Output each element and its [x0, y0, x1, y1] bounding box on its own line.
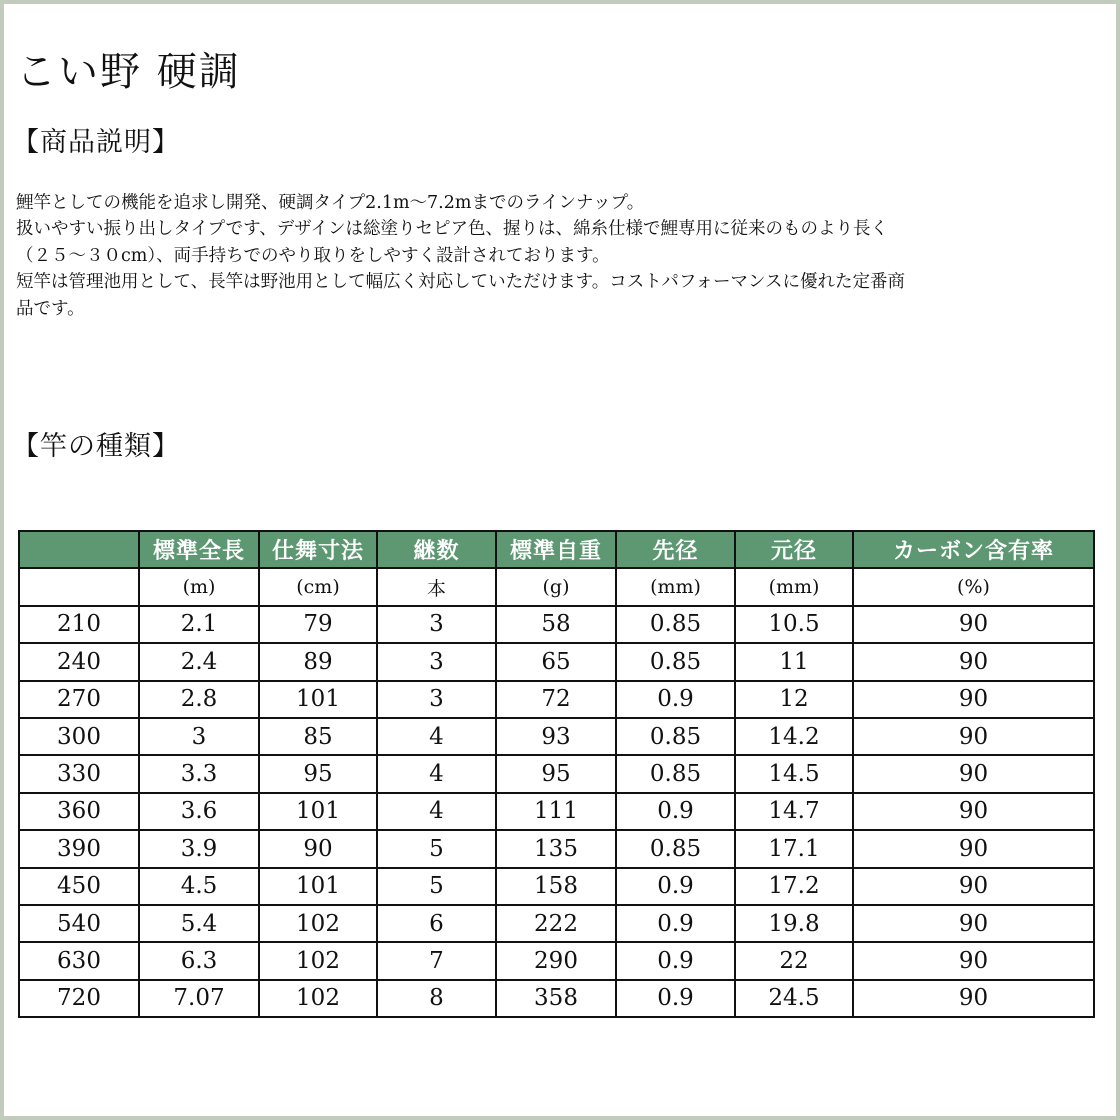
table-cell: 85 [259, 718, 377, 755]
table-cell: 95 [496, 755, 616, 792]
unit-cell: (m) [139, 568, 259, 605]
table-cell: 300 [19, 718, 139, 755]
table-cell: 90 [853, 643, 1094, 680]
unit-cell: (mm) [735, 568, 853, 605]
table-cell: 90 [853, 718, 1094, 755]
table-cell: 3.9 [139, 830, 259, 867]
table-cell: 210 [19, 606, 139, 643]
table-cell: 0.85 [616, 830, 735, 867]
table-row [19, 755, 1094, 792]
table-cell: 17.1 [735, 830, 853, 867]
table-cell: 79 [259, 606, 377, 643]
table-row [19, 942, 1094, 979]
table-cell: 0.9 [616, 980, 735, 1017]
header-cell: 先径 [616, 531, 735, 568]
header-cell: カーボン含有率 [853, 531, 1094, 568]
table-cell: 222 [496, 905, 616, 942]
unit-cell: (g) [496, 568, 616, 605]
table-cell: 4 [377, 793, 496, 830]
table-cell: 5.4 [139, 905, 259, 942]
table-cell: 102 [259, 905, 377, 942]
table-row [19, 606, 1094, 643]
table-row [19, 643, 1094, 680]
table-cell: 4 [377, 755, 496, 792]
table-cell: 390 [19, 830, 139, 867]
table-cell: 158 [496, 868, 616, 905]
table-cell: 7 [377, 942, 496, 979]
table-cell: 90 [853, 793, 1094, 830]
table-cell: 0.85 [616, 606, 735, 643]
header-cell: 標準自重 [496, 531, 616, 568]
product-title: こい野 硬調 [16, 49, 241, 95]
unit-cell: (cm) [259, 568, 377, 605]
table-cell: 135 [496, 830, 616, 867]
header-cell [19, 531, 139, 568]
table-cell: 5 [377, 868, 496, 905]
table-cell: 720 [19, 980, 139, 1017]
table-header-row [19, 531, 1094, 568]
table-cell: 72 [496, 681, 616, 718]
description-line: （２５～３０cm）、両手持ちでのやり取りをしやすく設計されております。 [16, 245, 610, 266]
table-row [19, 718, 1094, 755]
table-cell: 95 [259, 755, 377, 792]
table-cell: 2.1 [139, 606, 259, 643]
table-row [19, 793, 1094, 830]
table-cell: 17.2 [735, 868, 853, 905]
table-cell: 90 [259, 830, 377, 867]
table-cell: 450 [19, 868, 139, 905]
table-cell: 111 [496, 793, 616, 830]
table-cell: 58 [496, 606, 616, 643]
table-cell: 101 [259, 681, 377, 718]
table-cell: 102 [259, 942, 377, 979]
table-cell: 12 [735, 681, 853, 718]
table-cell: 101 [259, 793, 377, 830]
table-cell: 8 [377, 980, 496, 1017]
table-cell: 630 [19, 942, 139, 979]
table-cell: 0.85 [616, 718, 735, 755]
table-cell: 330 [19, 755, 139, 792]
description-line: 品です。 [16, 298, 85, 319]
table-cell: 0.9 [616, 793, 735, 830]
table-row [19, 905, 1094, 942]
table-cell: 3 [377, 681, 496, 718]
types-heading: 【竿の種類】 [12, 431, 180, 462]
header-cell: 標準全長 [139, 531, 259, 568]
unit-cell: (mm) [616, 568, 735, 605]
table-cell: 3.6 [139, 793, 259, 830]
table-row [19, 681, 1094, 718]
table-cell: 0.9 [616, 868, 735, 905]
header-cell: 仕舞寸法 [259, 531, 377, 568]
table-cell: 22 [735, 942, 853, 979]
unit-cell [19, 568, 139, 605]
table-cell: 89 [259, 643, 377, 680]
table-cell: 0.85 [616, 755, 735, 792]
table-cell: 90 [853, 868, 1094, 905]
table-cell: 14.2 [735, 718, 853, 755]
table-cell: 24.5 [735, 980, 853, 1017]
table-cell: 5 [377, 830, 496, 867]
table-cell: 290 [496, 942, 616, 979]
page [4, 4, 1116, 1116]
table-cell: 2.4 [139, 643, 259, 680]
table-cell: 6 [377, 905, 496, 942]
table-cell: 360 [19, 793, 139, 830]
header-cell: 継数 [377, 531, 496, 568]
description-line: 鯉竿としての機能を追求し開発、硬調タイプ2.1m～7.2mまでのラインナップ。 [16, 193, 645, 213]
table-cell: 4.5 [139, 868, 259, 905]
spec-table [18, 530, 1095, 1018]
table-cell: 90 [853, 681, 1094, 718]
table-cell: 240 [19, 643, 139, 680]
header-cell: 元径 [735, 531, 853, 568]
table-cell: 3 [139, 718, 259, 755]
description-line: 短竿は管理池用として、長竿は野池用として幅広く対応していただけます。コストパフォーマンスに優れた定番商 [16, 272, 905, 293]
table-cell: 102 [259, 980, 377, 1017]
table-cell: 90 [853, 980, 1094, 1017]
table-cell: 90 [853, 755, 1094, 792]
table-cell: 0.9 [616, 681, 735, 718]
table-cell: 7.07 [139, 980, 259, 1017]
table-cell: 14.5 [735, 755, 853, 792]
table-cell: 540 [19, 905, 139, 942]
table-cell: 65 [496, 643, 616, 680]
table-cell: 90 [853, 942, 1094, 979]
table-cell: 2.8 [139, 681, 259, 718]
table-cell: 101 [259, 868, 377, 905]
table-cell: 3.3 [139, 755, 259, 792]
table-row [19, 868, 1094, 905]
table-cell: 0.85 [616, 643, 735, 680]
table-cell: 90 [853, 830, 1094, 867]
description-heading: 【商品説明】 [12, 127, 180, 158]
table-cell: 358 [496, 980, 616, 1017]
table-row [19, 830, 1094, 867]
table-cell: 4 [377, 718, 496, 755]
table-cell: 10.5 [735, 606, 853, 643]
table-row [19, 980, 1094, 1017]
table-cell: 270 [19, 681, 139, 718]
table-cell: 0.9 [616, 942, 735, 979]
table-cell: 6.3 [139, 942, 259, 979]
table-cell: 93 [496, 718, 616, 755]
table-unit-row [19, 568, 1094, 605]
unit-cell: (%) [853, 568, 1094, 605]
table-cell: 0.9 [616, 905, 735, 942]
table-cell: 14.7 [735, 793, 853, 830]
table-cell: 19.8 [735, 905, 853, 942]
unit-cell: 本 [377, 568, 496, 605]
table-cell: 11 [735, 643, 853, 680]
table-cell: 3 [377, 643, 496, 680]
table-cell: 3 [377, 606, 496, 643]
description-text [16, 190, 1106, 322]
description-line: 扱いやすい振り出しタイプです、デザインは総塗りセピア色、握りは、綿糸仕様で鯉専用に従来のものより長く [16, 219, 889, 240]
table-cell: 90 [853, 905, 1094, 942]
table-cell: 90 [853, 606, 1094, 643]
